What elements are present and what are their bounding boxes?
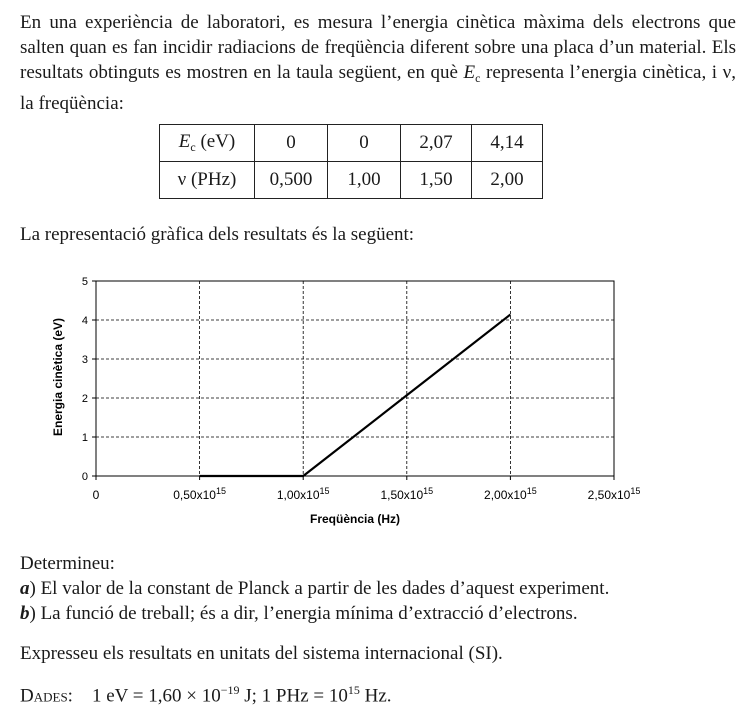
question-b-text: La funció de treball; és a dir, l’energia mínima d’extracció d’electrons. bbox=[40, 603, 578, 624]
y-axis-label: Energia cinètica (eV) bbox=[51, 317, 65, 437]
question-b: b) La funció de treball; és a dir, l’energia mínima d’extracció d’electrons. bbox=[20, 603, 578, 624]
table-row-header-nu: ν (PHz) bbox=[160, 162, 255, 199]
y-tick-label: 1 bbox=[81, 432, 88, 444]
dades-label: Dades: bbox=[20, 685, 73, 707]
x-tick-label: $2,00x10^{15}$ bbox=[484, 486, 537, 502]
dades-exp-2: 15 bbox=[347, 683, 360, 697]
ec-subscript: c bbox=[475, 71, 481, 85]
y-tick-label: 3 bbox=[81, 354, 88, 366]
series-line bbox=[200, 315, 511, 476]
table-cell: 4,14 bbox=[472, 125, 543, 162]
y-tick-label: 2 bbox=[81, 393, 88, 405]
energy-frequency-chart bbox=[0, 265, 754, 540]
intro-paragraph bbox=[20, 10, 736, 116]
ec-symbol: E bbox=[463, 62, 476, 83]
chart-grid bbox=[96, 281, 614, 476]
y-tick-label: 5 bbox=[81, 276, 88, 288]
x-tick-label: $1,50x10^{15}$ bbox=[380, 486, 434, 502]
question-a: a) El valor de la constant de Planck a partir de les dades d’aquest experiment. bbox=[20, 578, 610, 599]
x-tick-label: $1,00x10^{15}$ bbox=[276, 486, 330, 502]
question-b-letter: b bbox=[20, 603, 30, 624]
table-cell: 1,00 bbox=[328, 162, 401, 199]
y-tick-label: 0 bbox=[81, 471, 88, 483]
data-table bbox=[159, 124, 543, 199]
determine-label: Determineu: bbox=[20, 553, 115, 574]
table-cell: 0,500 bbox=[255, 162, 328, 199]
table-row bbox=[160, 125, 543, 162]
y-tick-label: 4 bbox=[81, 315, 88, 327]
table-cell: 0 bbox=[255, 125, 328, 162]
table-cell: 2,07 bbox=[401, 125, 472, 162]
graph-intro-text: La representació gràfica dels resultats és la següent: bbox=[20, 224, 415, 245]
chart-tick-labels bbox=[82, 276, 640, 502]
table-cell: 2,00 bbox=[472, 162, 543, 199]
intro-text: En una experiència de laboratori, es mesura l’energia cinètica màxima dels electrons que salten quan es fan incidir radiacions de freqüència diferent sobre una placa d’un material. Els resultats obtinguts es mostren en la taula següent, en què bbox=[20, 12, 736, 83]
dades-exp-1: −19 bbox=[220, 683, 240, 697]
x-tick-label: $2,50x10^{15}$ bbox=[587, 486, 641, 502]
dades-text-2: J; 1 PHz = 10 bbox=[239, 685, 348, 707]
x-axis-label: Freqüència (Hz) bbox=[309, 512, 401, 526]
table-row bbox=[160, 162, 543, 199]
table-cell: 0 bbox=[328, 125, 401, 162]
dades-text-3: Hz. bbox=[359, 685, 392, 707]
x-tick-label: 0 bbox=[92, 488, 100, 502]
chart-series bbox=[200, 315, 511, 476]
express-instruction: Expresseu els resultats en unitats del sistema internacional (SI). bbox=[20, 643, 503, 664]
dades-text-1: 1 eV = 1,60 × 10 bbox=[91, 685, 221, 707]
table-row-header-ec: $E_c$ (eV) bbox=[160, 125, 255, 162]
question-a-letter: a bbox=[20, 578, 30, 599]
dades-line bbox=[20, 678, 736, 708]
table-cell: 1,50 bbox=[401, 162, 472, 199]
question-a-text: El valor de la constant de Planck a partir de les dades d’aquest experiment. bbox=[40, 578, 610, 599]
chart-axes bbox=[92, 281, 614, 480]
intro-text-end: representa l’energia cinètica, i ν, la freqüència: bbox=[20, 62, 736, 114]
plot-frame bbox=[96, 281, 614, 476]
x-tick-label: $0,50x10^{15}$ bbox=[173, 486, 226, 502]
